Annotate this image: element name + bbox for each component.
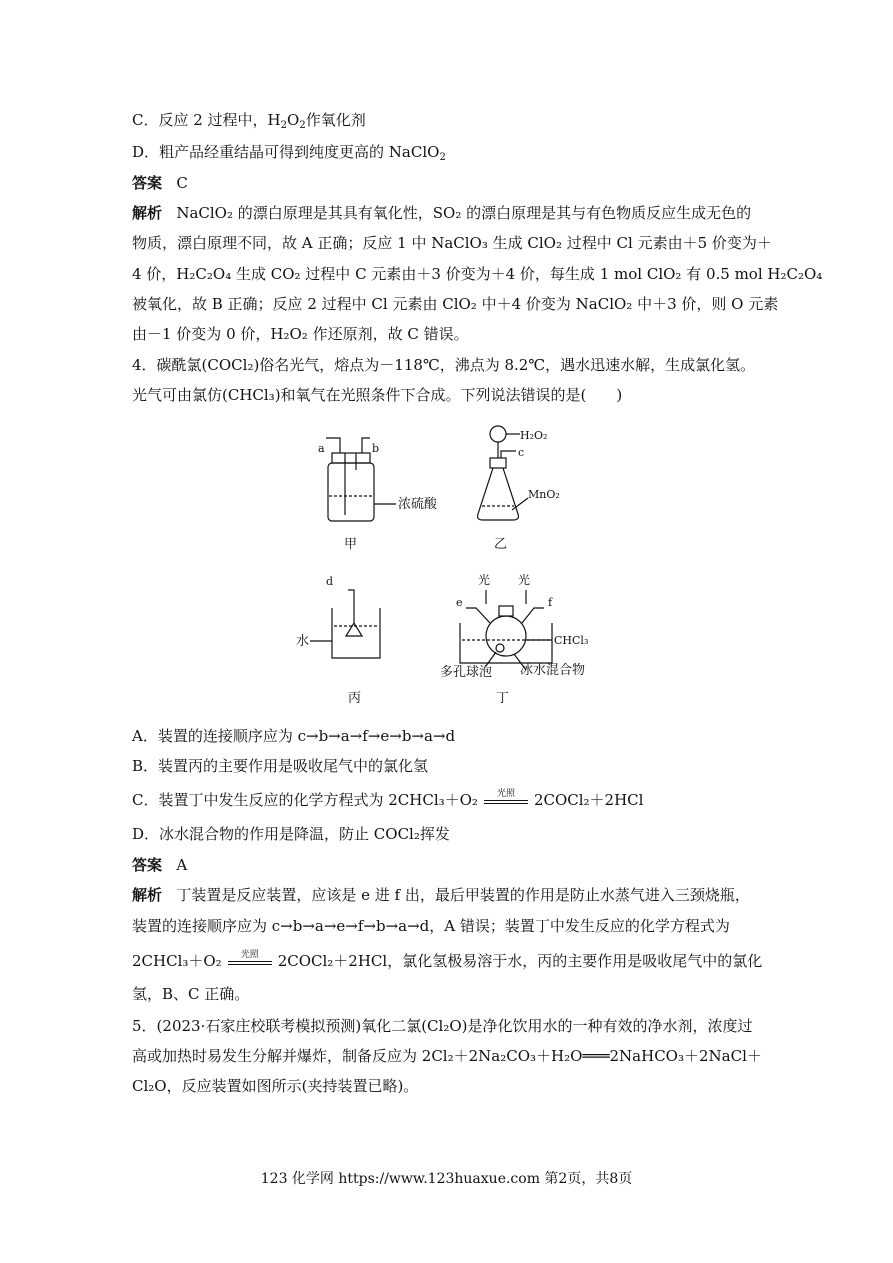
q3-answer-label: 答案 [132, 174, 163, 192]
ding-bubble: 多孔球泡 [440, 665, 493, 680]
q5-line-1: 5．(2023·石家庄校联考模拟预测)氧化二氯(Cl₂O)是净化饮用水的一种有效的净水剂，浓度过 [132, 1017, 753, 1035]
q4-option-c [132, 790, 643, 810]
q4-analysis-label: 解析 [132, 886, 163, 904]
condition-label: 光照 [496, 789, 515, 799]
yi-label: 乙 [494, 537, 508, 552]
yi-reagent-top: H₂O₂ [520, 429, 548, 442]
q3-option-d-sub: 2 [439, 152, 446, 163]
condition-arrow [484, 789, 528, 808]
ding-light-2: 光 [518, 573, 531, 587]
q4-analysis-line-1 [132, 885, 750, 905]
q4-option-a: A．装置的连接顺序应为 c→b→a→f→e→b→a→d [132, 727, 456, 745]
q3-answer [132, 173, 188, 193]
ding-label: 丁 [496, 691, 510, 706]
q3-option-c-mid: O [287, 111, 300, 129]
yi-reagent: MnO₂ [528, 488, 560, 501]
apparatus-bing [310, 590, 380, 658]
ding-label-e: e [456, 596, 463, 609]
jia-label-b: b [372, 442, 380, 455]
q3-analysis-line-2: 物质，漂白原理不同，故 A 正确；反应 1 中 NaClO₃ 生成 ClO₂ 过程中 Cl 元素由＋5 价变为＋ [132, 234, 772, 252]
ding-icewater: 冰水混合物 [520, 663, 586, 678]
apparatus-ding [460, 590, 552, 670]
q4-option-b: B．装置丙的主要作用是吸收尾气中的氯化氢 [132, 757, 429, 775]
q5-line-3: Cl₂O，反应装置如图所示(夹持装置已略)。 [132, 1077, 419, 1095]
q3-analysis-line-4: 被氧化，故 B 正确；反应 2 过程中 Cl 元素由 ClO₂ 中＋4 价变为 NaClO₂ 中＋3 价，则 O 元素 [132, 295, 779, 313]
q3-analysis-text-1: NaClO₂ 的漂白原理是其具有氧化性，SO₂ 的漂白原理是其与有色物质反应生成无色的 [176, 204, 752, 222]
q3-option-c-prefix: C．反应 2 过程中，H [132, 111, 281, 129]
q3-option-c [132, 110, 366, 130]
q3-option-d-prefix: D．粗产品经重结晶可得到纯度更高的 NaClO [132, 143, 440, 161]
ding-label-f: f [548, 596, 553, 609]
apparatus-jia [326, 438, 396, 521]
q4-analysis-line-3-prefix: 2CHCl₃＋O₂ [132, 952, 222, 970]
q3-analysis-label: 解析 [132, 204, 163, 222]
q3-option-c-sub2: 2 [299, 120, 306, 131]
apparatus-figure [290, 418, 620, 713]
q4-analysis-line-3 [132, 951, 762, 971]
ding-light-1: 光 [478, 573, 491, 587]
q3-analysis-line-3: 4 价，H₂C₂O₄ 生成 CO₂ 过程中 C 元素由＋3 价变为＋4 价，每生成 1 mol ClO₂ 有 0.5 mol H₂C₂O₄ [132, 265, 823, 283]
bing-label-d: d [326, 575, 334, 588]
yi-label-c: c [518, 446, 525, 459]
ding-chcl3: CHCl₃ [554, 634, 589, 647]
q5-line-2: 高或加热时易发生分解并爆炸，制备反应为 2Cl₂＋2Na₂CO₃＋H₂O═══2NaHCO₃＋2NaCl＋ [132, 1047, 762, 1065]
bing-label: 丙 [348, 691, 362, 706]
bing-reagent: 水 [296, 634, 310, 649]
q4-answer [132, 855, 187, 875]
jia-label-a: a [318, 442, 325, 455]
page-footer: 123 化学网 https://www.123huaxue.com 第2页，共8页 [260, 1171, 633, 1187]
condition-arrow-analysis [228, 950, 272, 969]
q4-answer-value: A [176, 856, 188, 874]
q4-analysis-line-3-suffix: 2COCl₂＋2HCl，氯化氢极易溶于水，丙的主要作用是吸收尾气中的氯化 [277, 952, 763, 970]
q4-option-c-suffix: 2COCl₂＋2HCl [533, 791, 644, 809]
q3-option-c-sub1: 2 [280, 120, 288, 131]
q3-answer-value: C [176, 174, 188, 192]
q4-analysis-line-4: 氢，B、C 正确。 [132, 985, 250, 1003]
q4-analysis-line-2: 装置的连接顺序应为 c→b→a→e→f→b→a→d，A 错误；装置丁中发生反应的化学方程式为 [132, 917, 730, 935]
q3-analysis-line-1 [132, 203, 751, 223]
q3-option-d [132, 142, 446, 162]
jia-reagent: 浓硫酸 [398, 497, 438, 512]
q4-stem-line-1: 4．碳酰氯(COCl₂)俗名光气，熔点为－118℃，沸点为 8.2℃，遇水迅速水解，生成氯化氢。 [132, 356, 756, 374]
q4-answer-label: 答案 [132, 856, 163, 874]
q4-option-d: D．冰水混合物的作用是降温，防止 COCl₂挥发 [132, 825, 450, 843]
q3-analysis-line-5: 由－1 价变为 0 价，H₂O₂ 作还原剂，故 C 错误。 [132, 325, 469, 343]
jia-label: 甲 [344, 537, 358, 552]
q4-analysis-text-1: 丁装置是反应装置，应该是 e 进 f 出，最后甲装置的作用是防止水蒸气进入三颈烧瓶， [176, 886, 750, 904]
q4-option-c-prefix: C．装置丁中发生反应的化学方程式为 2CHCl₃＋O₂ [132, 791, 478, 809]
q4-stem-line-2: 光气可由氯仿(CHCl₃)和氧气在光照条件下合成。下列说法错误的是( ) [132, 386, 623, 404]
condition-label-analysis: 光照 [240, 950, 259, 960]
q3-option-c-suffix: 作氧化剂 [305, 111, 366, 129]
